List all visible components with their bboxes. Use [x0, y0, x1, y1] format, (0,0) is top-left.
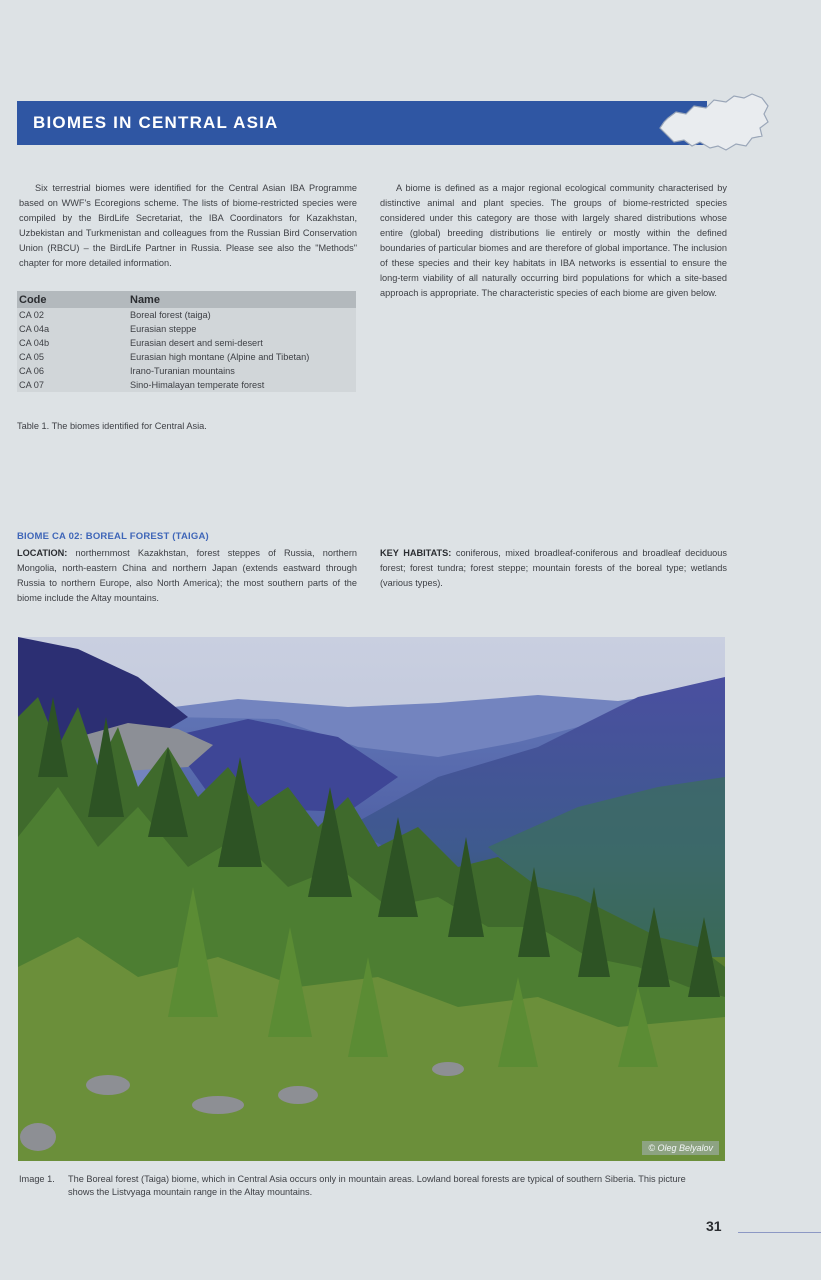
table-cell-code: CA 04a: [19, 324, 50, 334]
table-header-row: [17, 291, 356, 308]
table-cell-name: Irano-Turanian mountains: [130, 366, 235, 376]
intro-paragraph-left: Six terrestrial biomes were identified for the Central Asian IBA Programme based on WWF's Ecoregions scheme. The lists of biome-restricted species were compiled by the BirdLife Secretariat, the IBA Coordinators for Kazakhstan, Uzbekistan and Turkmenistan and colleagues from the Russian Bird Conservation Union (RBCU) – the BirdLife Partner in Russia. Please see also the "Methods" chapter for more detailed information.: [19, 183, 357, 268]
table-cell-code: CA 06: [19, 366, 45, 376]
table-row: [17, 378, 356, 392]
table-row: [17, 322, 356, 336]
table-cell-name: Sino-Himalayan temperate forest: [130, 380, 265, 390]
table-caption: Table 1. The biomes identified for Central Asia.: [17, 421, 207, 431]
page-number: 31: [706, 1218, 722, 1234]
biome-heading: BIOME CA 02: BOREAL FOREST (TAIGA): [17, 531, 209, 542]
table-cell-name: Eurasian steppe: [130, 324, 197, 334]
location-text: northernmost Kazakhstan, forest steppes of Russia, northern Mongolia, north-eastern China and northern Japan (extends eastward through Russia to northern Europe, also North America); the most southern parts of the biome include the Altay mountains.: [17, 548, 357, 603]
footer-rule: [738, 1232, 821, 1233]
image-caption-text: The Boreal forest (Taiga) biome, which in Central Asia occurs only in mountain areas. Lowland boreal forests are typical of southern Siberia. This picture shows the Listvyaga mountain range in the Altay mountains.: [68, 1174, 686, 1197]
table-row: [17, 350, 356, 364]
table-cell-name: Boreal forest (taiga): [130, 310, 211, 320]
table-cell-name: Eurasian desert and semi-desert: [130, 338, 263, 348]
photo-credit: © Oleg Belyalov: [642, 1141, 719, 1155]
table-cell-code: CA 02: [19, 310, 45, 320]
section-title: BIOMES IN CENTRAL ASIA: [33, 113, 279, 132]
habitats-paragraph: [380, 546, 727, 591]
table-header-code: Code: [19, 293, 47, 306]
location-paragraph: [17, 546, 357, 606]
taiga-landscape-photo: [18, 637, 725, 1161]
table-row: [17, 364, 356, 378]
location-label: LOCATION:: [17, 548, 68, 558]
image-caption-label: Image 1.: [19, 1174, 55, 1184]
intro-paragraph-right: A biome is defined as a major regional ecological community characterised by distinctive animal and plant species. The groups of biome-restricted species considered under this category are those with largely shared distributions whose entire (global) breeding distributions lie entirely or mostly within the defined boundaries of particular biomes and are therefore of global importance. The inclusion of these species and their key habitats in IBA networks is essential to ensure the long-term viability of all naturally occurring bird populations for which a site-based approach is appropriate. The characteristic species of each biome are given below.: [380, 183, 727, 298]
table-cell-name: Eurasian high montane (Alpine and Tibetan): [130, 352, 310, 362]
table-cell-code: CA 04b: [19, 338, 50, 348]
habitats-label: KEY HABITATS:: [380, 548, 452, 558]
table-body: [17, 308, 356, 392]
habitats-text: coniferous, mixed broadleaf-coniferous and broadleaf deciduous forest; forest tundra; forest steppe; mountain forests of the boreal type; wetlands (various types).: [380, 548, 727, 588]
table-cell-code: CA 07: [19, 380, 45, 390]
biomes-table: [17, 291, 356, 392]
section-banner: [17, 101, 707, 145]
kazakhstan-map-icon: [656, 88, 772, 156]
table-row: [17, 308, 356, 322]
table-cell-code: CA 05: [19, 352, 45, 362]
table-row: [17, 336, 356, 350]
table-header-name: Name: [130, 293, 160, 306]
